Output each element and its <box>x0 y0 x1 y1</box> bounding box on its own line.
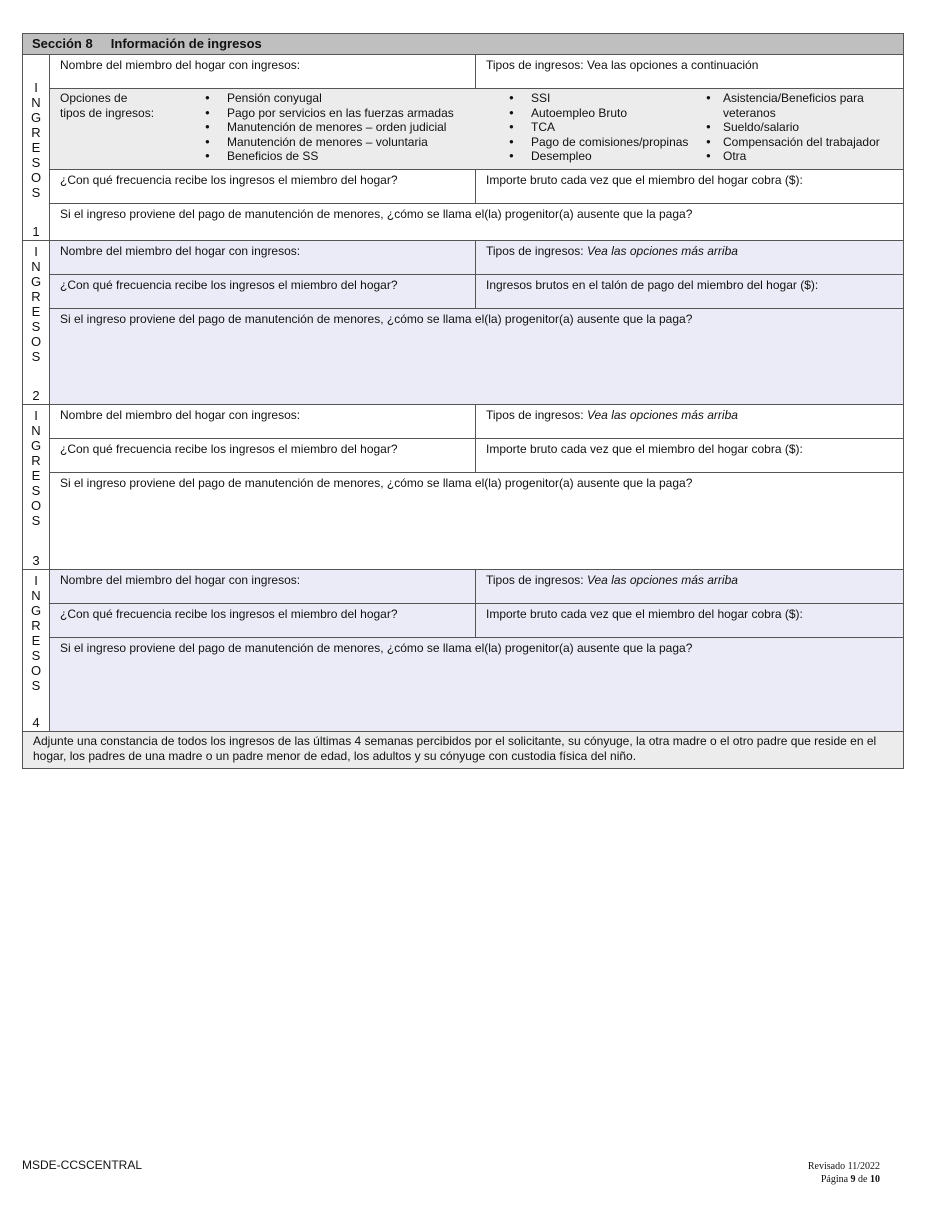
absent-parent-field[interactable]: Si el ingreso proviene del pago de manutención de menores, ¿cómo se llama el(la) progenitor(a) ausente que la paga? <box>60 312 693 326</box>
member-name-field[interactable]: Nombre del miembro del hogar con ingresos: <box>50 55 476 88</box>
frequency-field[interactable]: ¿Con qué frecuencia recibe los ingresos el miembro del hogar? <box>50 170 476 203</box>
absent-parent-field[interactable]: Si el ingreso proviene del pago de manutención de menores, ¿cómo se llama el(la) progenitor(a) ausente que la paga? <box>60 476 693 490</box>
income-block-4 <box>23 570 903 732</box>
absent-parent-field[interactable]: Si el ingreso proviene del pago de manutención de menores, ¿cómo se llama el(la) progenitor(a) ausente que la paga? <box>60 641 693 655</box>
frequency-field[interactable]: ¿Con qué frecuencia recibe los ingresos el miembro del hogar? <box>50 604 476 637</box>
income-information-form <box>22 33 904 769</box>
options-column-3 <box>706 91 903 164</box>
income-types-field[interactable]: Tipos de ingresos: Vea las opciones más arriba <box>486 244 738 258</box>
page-number: Página 9 de 10 <box>820 1174 880 1185</box>
option-item: ● Manutención de menores – voluntaria <box>205 135 454 150</box>
option-item: ● Pensión conyugal <box>205 91 454 106</box>
member-name-field[interactable]: Nombre del miembro del hogar con ingresos: <box>50 570 476 603</box>
member-name-field[interactable]: Nombre del miembro del hogar con ingresos: <box>50 405 476 438</box>
proof-of-income-note: Adjunte una constancia de todos los ingresos de las últimas 4 semanas percibidos por el solicitante, su cónyuge, la otra madre o el otro padre que reside en el hogar, los padres de una madre o un padre menor de edad, los adultos y su cónyuge con custodia física del niño. <box>23 732 903 768</box>
option-item: ● Otra <box>706 149 903 164</box>
gross-amount-field[interactable]: Importe bruto cada vez que el miembro del hogar cobra ($): <box>486 607 803 621</box>
block-number: 3 <box>32 553 40 568</box>
options-label: Opciones de <box>60 91 128 105</box>
section-title: Información de ingresos <box>110 36 262 51</box>
option-item: ● Asistencia/Beneficios para veteranos <box>706 91 903 120</box>
gross-amount-field[interactable]: Importe bruto cada vez que el miembro del hogar cobra ($): <box>486 442 803 456</box>
options-column-1 <box>205 91 454 164</box>
option-item: ● Pago por servicios en las fuerzas armadas <box>205 106 454 121</box>
side-label-4: I N G R E S O S 4 <box>23 570 50 731</box>
income-block-3 <box>23 405 903 570</box>
document-id: MSDE-CCSCENTRAL <box>22 1158 143 1172</box>
absent-parent-field[interactable]: Si el ingreso proviene del pago de manutención de menores, ¿cómo se llama el(la) progenitor(a) ausente que la paga? <box>60 207 693 221</box>
income-types-field[interactable]: Tipos de ingresos: Vea las opciones a continuación <box>486 58 759 72</box>
option-item: ● Manutención de menores – orden judicial <box>205 120 454 135</box>
member-name-field[interactable]: Nombre del miembro del hogar con ingresos: <box>50 241 476 274</box>
option-item: ● SSI <box>509 91 688 106</box>
side-label-2: I N G R E S O S 2 <box>23 241 50 404</box>
income-block-2 <box>23 241 903 405</box>
revised-date: Revisado 11/2022 <box>807 1161 880 1172</box>
gross-paystub-field[interactable]: Ingresos brutos en el talón de pago del miembro del hogar ($): <box>486 278 819 292</box>
block-number: 2 <box>32 388 40 403</box>
income-types-field[interactable]: Tipos de ingresos: Vea las opciones más arriba <box>486 408 738 422</box>
option-item: ● Autoempleo Bruto <box>509 106 688 121</box>
option-item: ● Pago de comisiones/propinas <box>509 135 688 150</box>
option-item: ● Compensación del trabajador <box>706 135 903 150</box>
option-item: ● TCA <box>509 120 688 135</box>
revision-info <box>808 1160 880 1186</box>
section-header <box>23 34 903 55</box>
options-column-2 <box>509 91 688 164</box>
option-item: ● Beneficios de SS <box>205 149 454 164</box>
section-number: Sección 8 <box>32 36 93 51</box>
frequency-field[interactable]: ¿Con qué frecuencia recibe los ingresos el miembro del hogar? <box>50 439 476 472</box>
option-item: ● Sueldo/salario <box>706 120 903 135</box>
side-label-3: I N G R E S O S 3 <box>23 405 50 569</box>
block-number: 1 <box>32 224 40 239</box>
income-types-field[interactable]: Tipos de ingresos: Vea las opciones más arriba <box>486 573 738 587</box>
side-label-1: I N G R E S O S 1 <box>23 55 50 240</box>
income-block-1 <box>23 55 903 241</box>
frequency-field[interactable]: ¿Con qué frecuencia recibe los ingresos el miembro del hogar? <box>50 275 476 308</box>
option-item: ● Desempleo <box>509 149 688 164</box>
income-type-options: Opciones de tipos de ingresos: ● Pensión conyugal ● Pago por servicios en las fuerzas armadas ● Manutención de menores – orden judicial ● Manutención de menores – voluntaria ● Beneficios de SS ● SSI ● Autoempleo Bruto ● TCA ● Pago de comisiones/propinas ● Desempleo ● Asistencia/Beneficios para veteranos ● Sueldo/salario ● Compensación del trabajador ● Otra <box>50 89 903 170</box>
block-number: 4 <box>32 715 40 730</box>
gross-amount-field[interactable]: Importe bruto cada vez que el miembro del hogar cobra ($): <box>486 173 803 187</box>
